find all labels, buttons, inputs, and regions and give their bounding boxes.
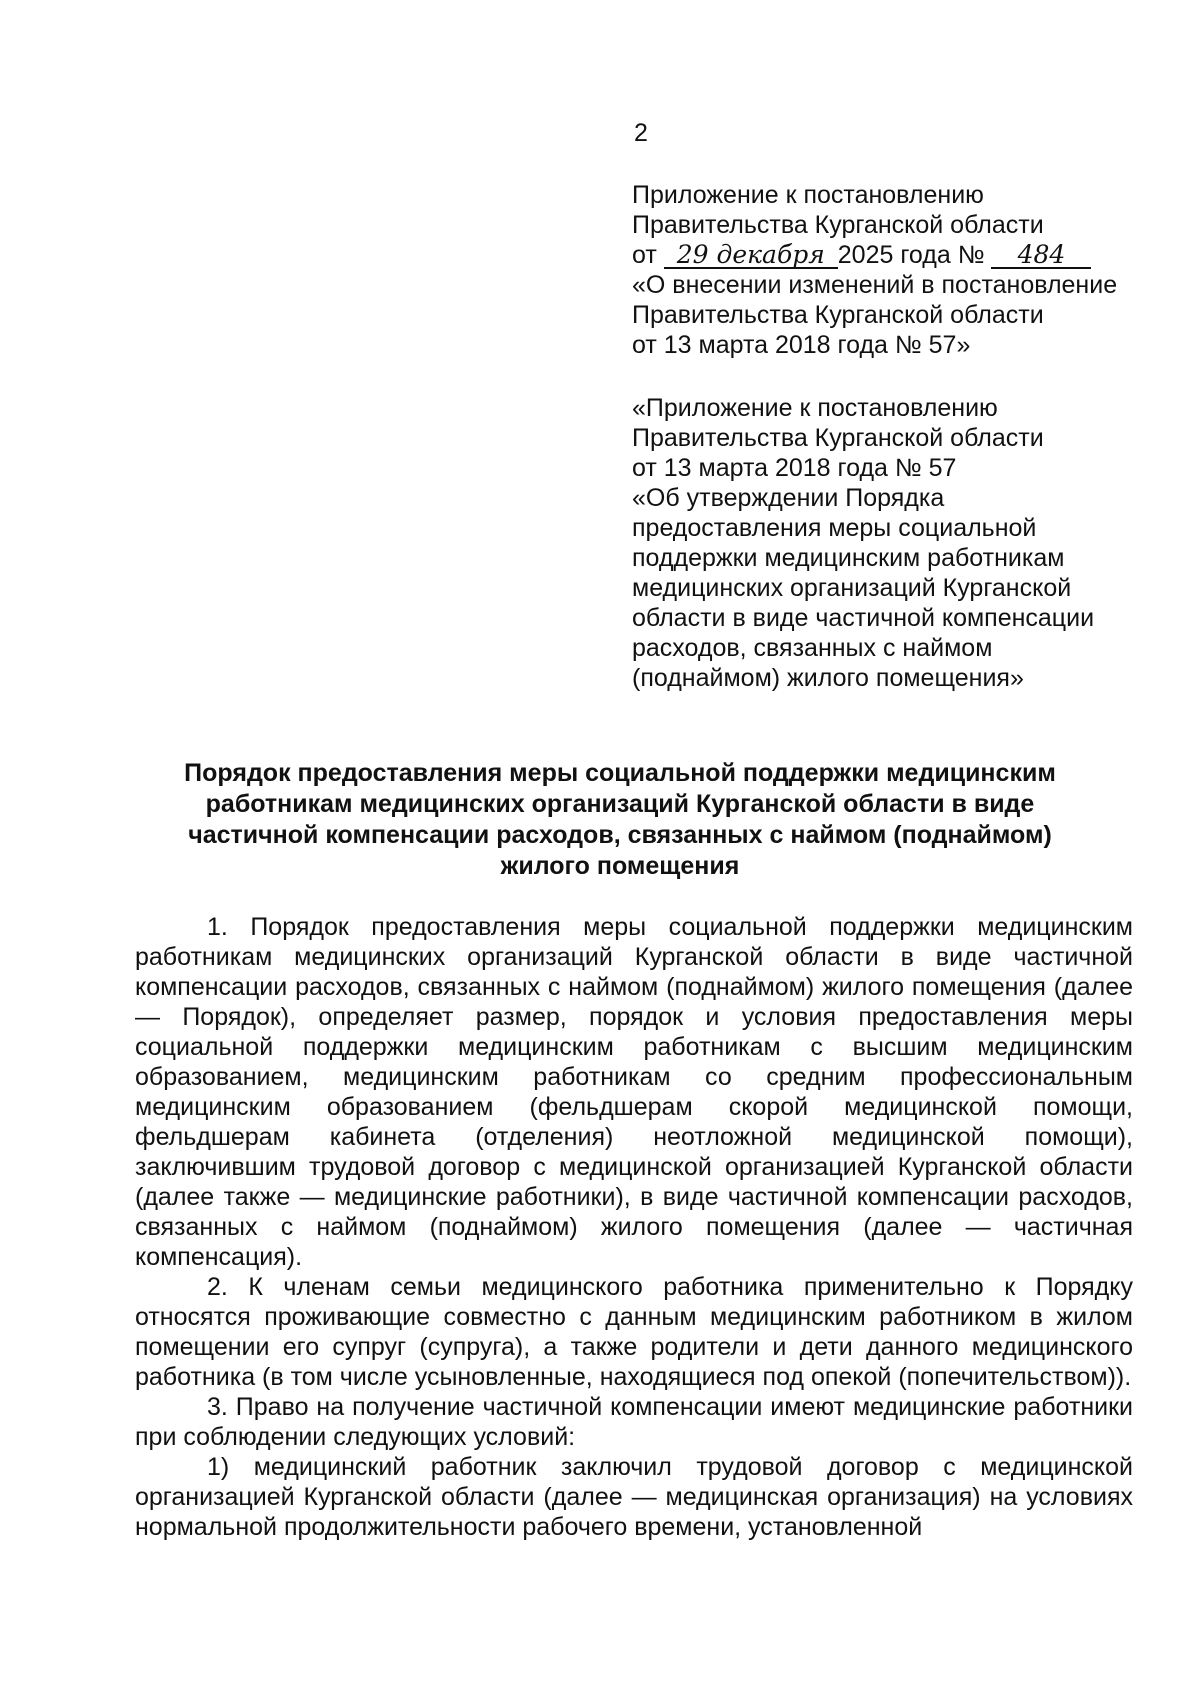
- quoted-line: от 13 марта 2018 года № 57: [632, 454, 957, 482]
- date-prefix: от: [632, 241, 657, 269]
- handwritten-number: 484: [991, 243, 1091, 269]
- document-body: [135, 912, 1133, 1542]
- annex-header: [632, 180, 1152, 360]
- quoted-line: «Об утверждении Порядка: [632, 484, 945, 512]
- quoted-line: Правительства Курганской области: [632, 424, 1044, 452]
- amend-line-1: «О внесении изменений в постановление: [632, 271, 1118, 299]
- amend-line-2: Правительства Курганской области: [632, 301, 1044, 329]
- paragraph-3-1: 1) медицинский работник заключил трудовой договор с медицинской организацией Курганской области (далее — медицинская организация) на условиях нормальной продолжительности рабочего времени, установленной: [135, 1453, 1133, 1541]
- title-line: работникам медицинских организаций Курганской области в виде: [205, 790, 1035, 818]
- annex-date-line: [632, 240, 1152, 270]
- title-line: частичной компенсации расходов, связанных с наймом (поднаймом): [188, 821, 1052, 849]
- page-number: 2: [634, 119, 648, 147]
- annex-line-2: Правительства Курганской области: [632, 211, 1044, 239]
- paragraph-2: 2. К членам семьи медицинского работника применительно к Порядку относятся проживающие совместно с данным медицинским работником в жилом помещении его супруг (супруга), а также родители и дети данного медицинского работника (в том числе усыновленные, находящиеся под опекой (попечительством)).: [135, 1273, 1133, 1391]
- document-title: [120, 758, 1120, 882]
- quoted-line: «Приложение к постановлению: [632, 394, 998, 422]
- title-line: жилого помещения: [500, 852, 740, 880]
- quoted-line: предоставления меры социальной: [632, 514, 1037, 542]
- annex-line-1: Приложение к постановлению: [632, 181, 984, 209]
- quoted-annex-block: [632, 393, 1152, 693]
- quoted-line: (поднаймом) жилого помещения»: [632, 664, 1024, 692]
- paragraph-1: 1. Порядок предоставления меры социальной поддержки медицинским работникам медицинских организаций Курганской области в виде частичной компенсации расходов, связанных с наймом (поднаймом) жилого помещения (далее — Порядок), определяет размер, порядок и условия предоставления меры социальной поддержки медицинским работникам с высшим медицинским образованием, медицинским работникам со средним профессиональным медицинским образованием (фельдшерам скорой медицинской помощи, фельдшерам кабинета (отделения) неотложной медицинской помощи), заключившим трудовой договор с медицинской организацией Курганской области (далее также — медицинские работники), в виде частичной компенсации расходов, связанных с наймом (поднаймом) жилого помещения (далее — частичная компенсация).: [135, 913, 1133, 1271]
- handwritten-date: 29 декабря: [664, 243, 838, 269]
- quoted-line: области в виде частичной компенсации: [632, 604, 1095, 632]
- title-line: Порядок предоставления меры социальной поддержки медицинским: [184, 759, 1056, 787]
- paragraph-3: 3. Право на получение частичной компенсации имеют медицинские работники при соблюдении следующих условий:: [135, 1393, 1133, 1451]
- amend-line-3: от 13 марта 2018 года № 57»: [632, 331, 971, 359]
- quoted-line: расходов, связанных с наймом: [632, 634, 993, 662]
- quoted-line: медицинских организаций Курганской: [632, 574, 1072, 602]
- year-text: 2025 года №: [837, 241, 985, 269]
- quoted-line: поддержки медицинским работникам: [632, 544, 1065, 572]
